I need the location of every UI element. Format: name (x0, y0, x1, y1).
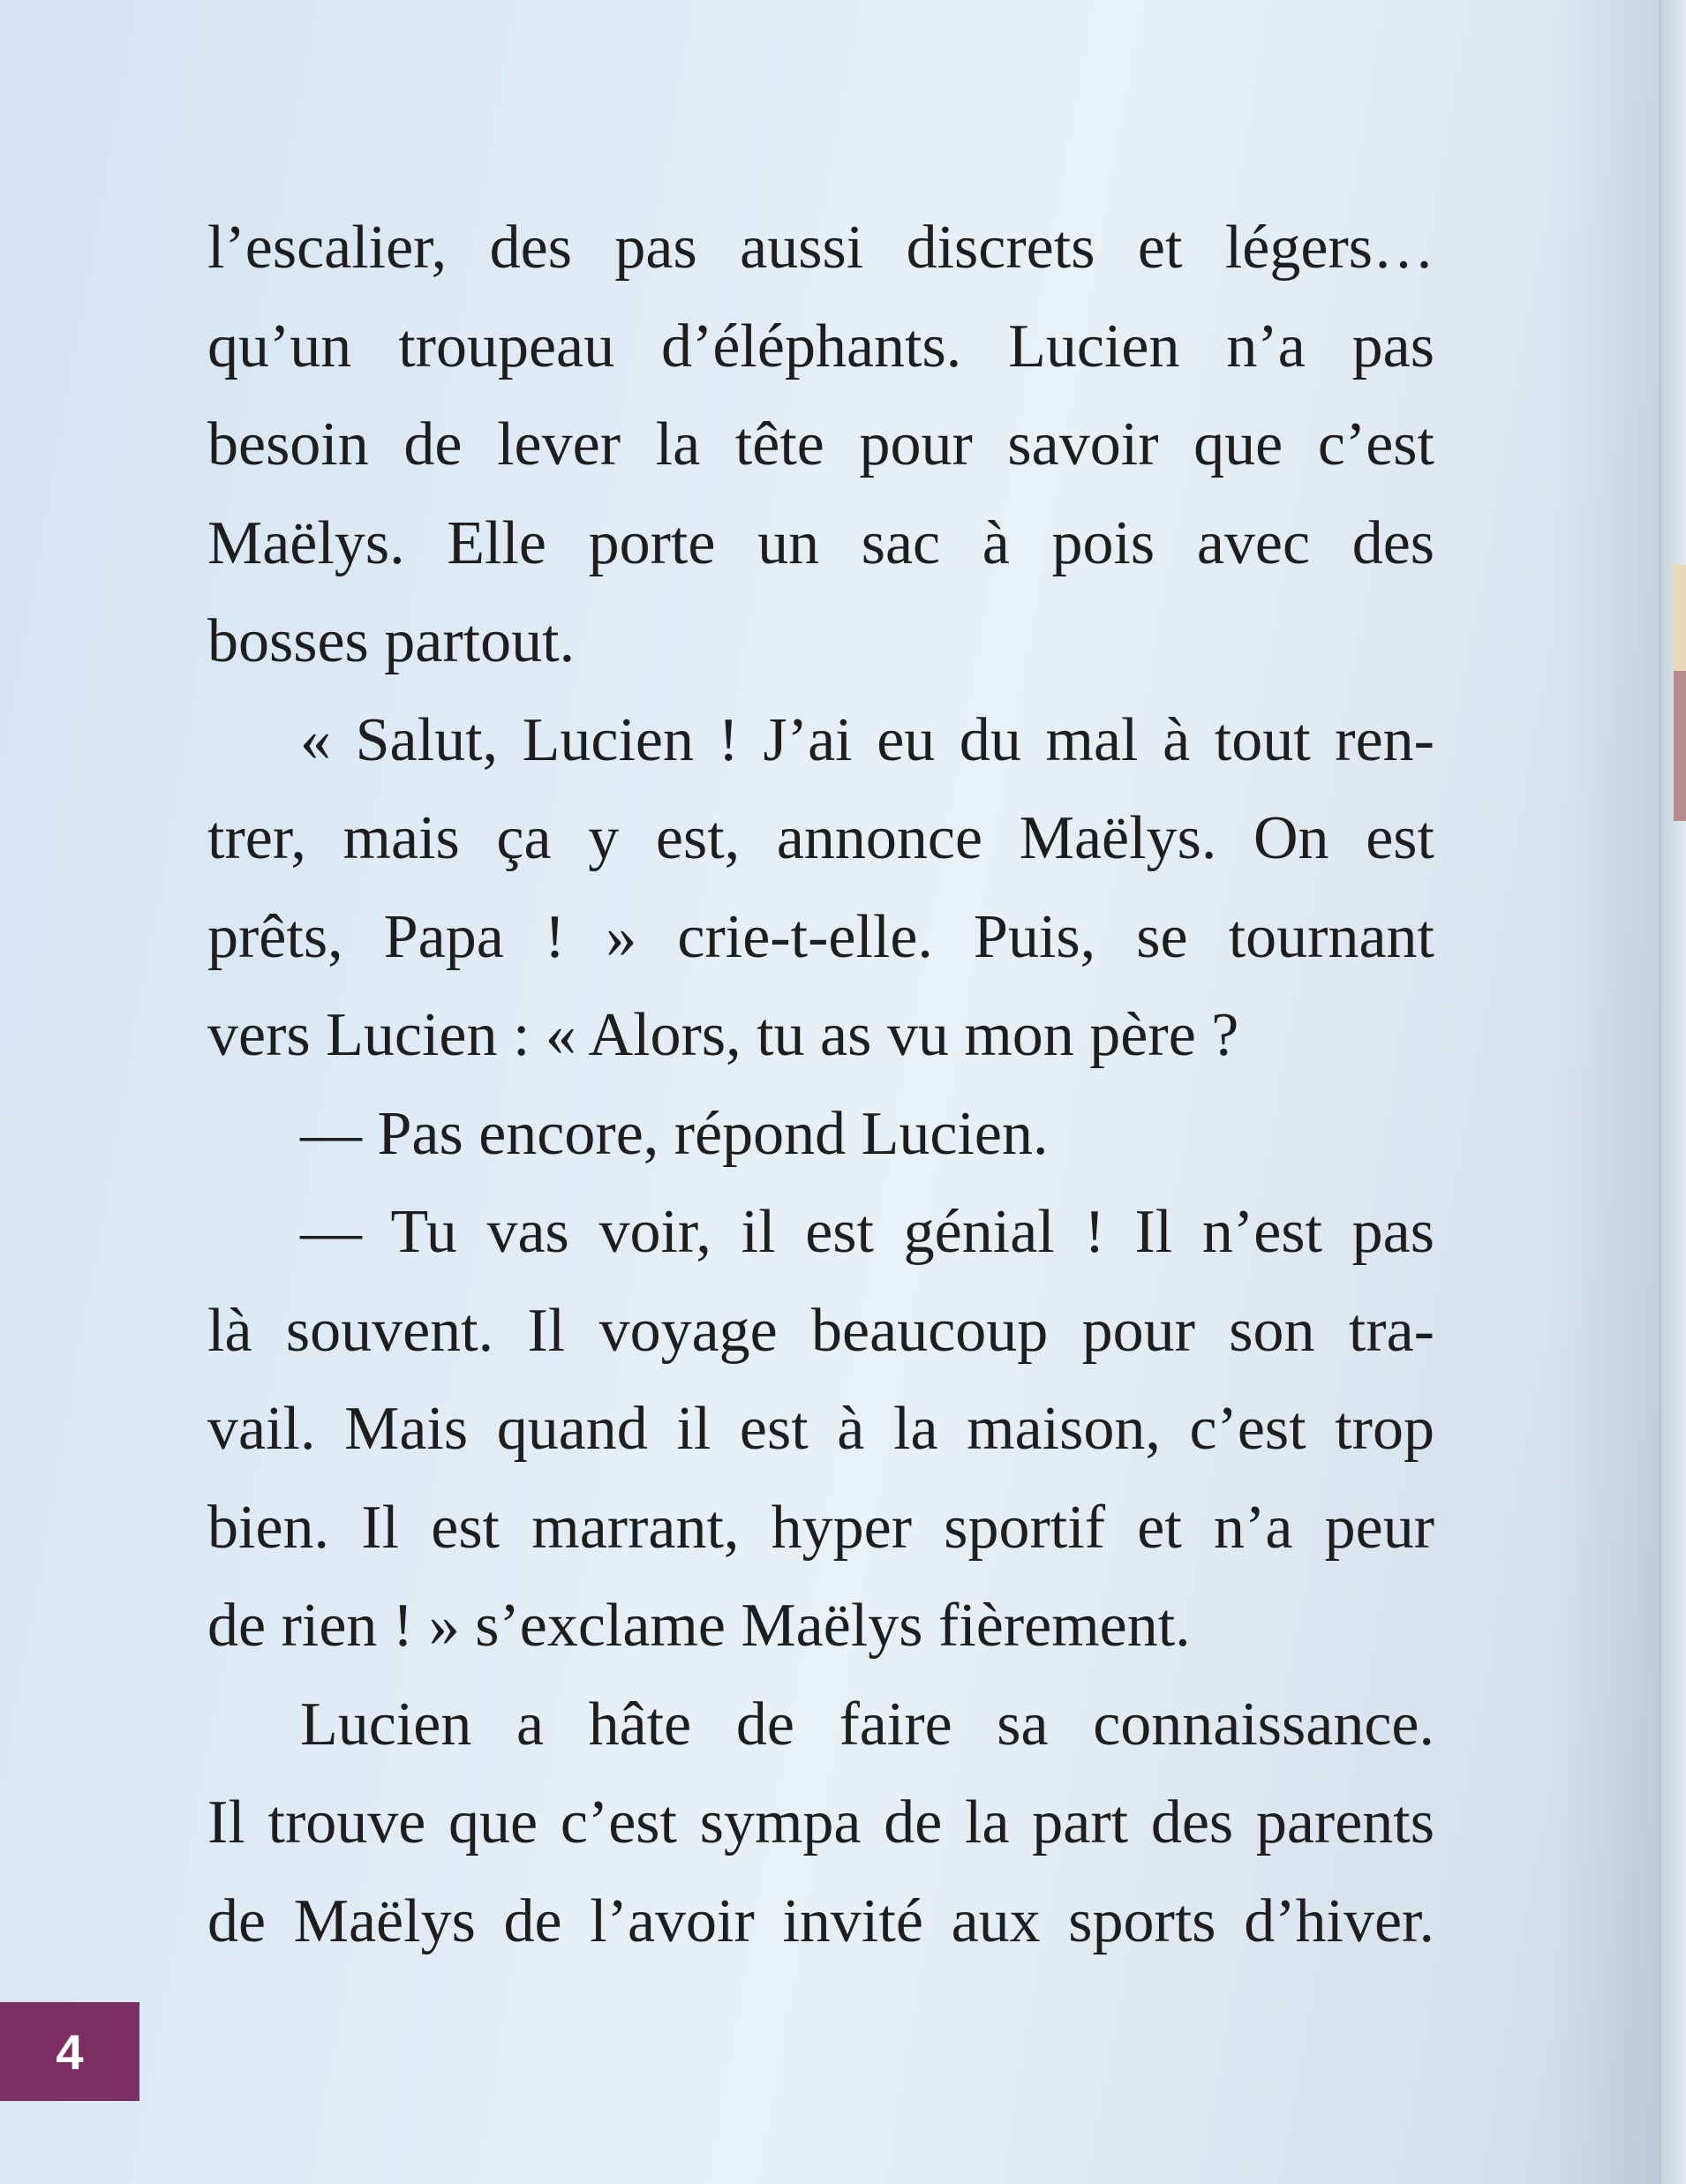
next-page-edge (1660, 0, 1686, 2184)
text-line: Lucien a hâte de faire sa connaissance. (300, 1690, 1434, 1758)
paragraph-3 (207, 1085, 1434, 1184)
text-line: « Salut, Lucien ! J’ai eu du mal à tout ren- (300, 705, 1434, 774)
text-line: bosses partout. (207, 607, 576, 675)
text-line: qu’un troupeau d’éléphants. Lucien n’a pas (207, 312, 1434, 380)
paragraph-2 (207, 691, 1434, 1085)
text-line: — Pas encore, répond Lucien. (300, 1099, 1049, 1168)
text-line: vers Lucien : « Alors, tu as vu mon père ? (207, 1001, 1239, 1069)
next-page-color-strip (1674, 671, 1686, 821)
text-line: là souvent. Il voyage beaucoup pour son tra- (207, 1296, 1434, 1365)
text-line: vail. Mais quand il est à la maison, c’est trop (207, 1395, 1434, 1463)
text-line: l’escalier, des pas aussi discrets et légers… (207, 214, 1434, 282)
text-line: Maëlys. Elle porte un sac à pois avec des (207, 508, 1434, 577)
text-line: bien. Il est marrant, hyper sportif et n’a peur (207, 1493, 1434, 1562)
next-page-color-strip (1674, 565, 1686, 671)
page-curve-shadow (1554, 0, 1660, 2184)
body-text (207, 199, 1434, 1970)
text-line: trer, mais ça y est, annonce Maëlys. On est (207, 804, 1434, 872)
text-line: besoin de lever la tête pour savoir que c’est (207, 410, 1434, 478)
page-number-badge (0, 2002, 139, 2101)
text-line: — Tu vas voir, il est génial ! Il n’est pas (300, 1198, 1434, 1266)
page-number: 4 (56, 2023, 84, 2080)
text-line: prêts, Papa ! » crie-t-elle. Puis, se tournant (207, 902, 1434, 971)
paragraph-4 (207, 1183, 1434, 1676)
text-line: Il trouve que c’est sympa de la part des parents (207, 1789, 1434, 1856)
paragraph-1 (207, 199, 1434, 691)
text-line: de rien ! » s’exclame Maëlys fièrement. (207, 1592, 1191, 1660)
paragraph-5 (207, 1676, 1434, 1971)
text-line: de Maëlys de l’avoir invité aux sports d’hiver. (207, 1887, 1434, 1955)
